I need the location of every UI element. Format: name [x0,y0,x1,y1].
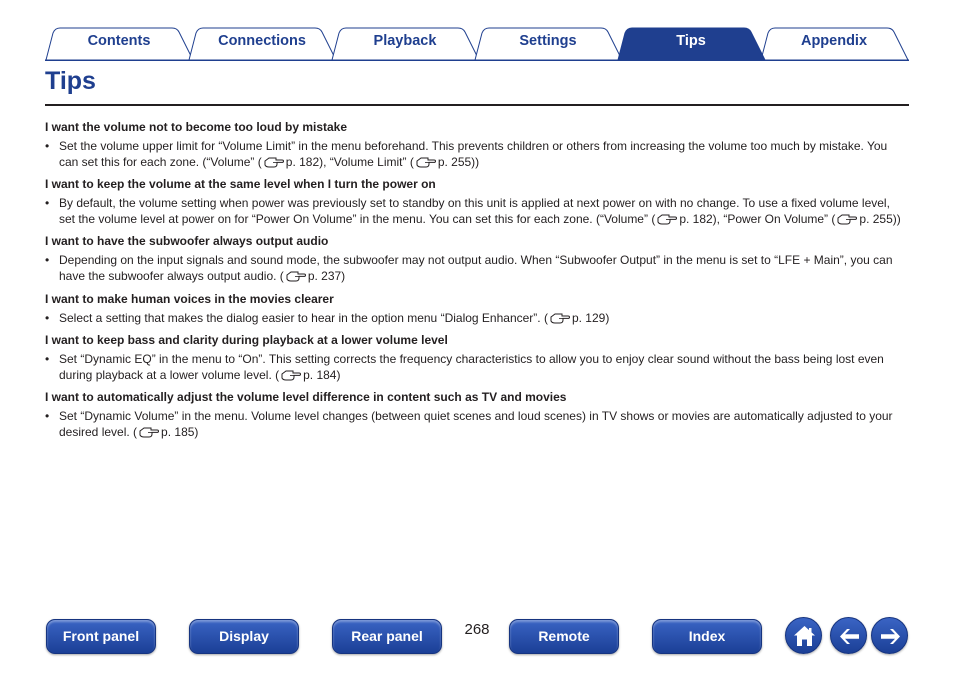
tip-section [45,390,909,440]
tip-bullet [45,409,909,440]
pointing-hand-icon[interactable] [657,214,677,225]
pointing-hand-icon[interactable] [550,313,570,324]
tab-playback[interactable] [335,27,475,60]
tab-playback-label: Playback [373,33,437,49]
tip-heading: I want to automatically adjust the volume level difference in content such as TV and movies [45,390,567,405]
front-panel-button[interactable]: Front panel [46,619,156,654]
tab-appendix-label: Appendix [800,33,868,49]
tab-tips-label: Tips [676,33,706,49]
tip-section [45,120,909,170]
tip-bullet [45,311,909,327]
page-number: 268 [464,621,490,638]
tip-text: Set “Dynamic EQ” in the menu to “On”. This setting corrects the frequency characteristics to allow you to enjoy clear sound without the bass being lost even during playback at a lower volume level. ( [59,352,884,382]
tip-text: Set “Dynamic Volume” in the menu. Volume level changes (between quiet scenes and loud scenes) in TV shows or movies are automatically adjusted to your desired level. ( [59,409,893,439]
pointing-hand-icon[interactable] [264,157,284,168]
arrow-right-icon [872,618,909,655]
tip-text: Select a setting that makes the dialog easier to hear in the option menu “Dialog Enhancer”. ( [59,310,548,325]
tip-ref: p. 255)) [859,211,901,226]
tab-tips[interactable] [621,27,761,60]
tab-appendix[interactable] [764,27,904,60]
rear-panel-button[interactable]: Rear panel [332,619,442,654]
tab-connections[interactable] [192,27,332,60]
tip-section [45,333,909,383]
title-divider [45,104,909,106]
tip-text: Depending on the input signals and sound mode, the subwoofer may not output audio. When “Subwoofer Output” in the menu is set to “LFE + Main”, you can have the subwoofer always output audio. ( [59,253,893,283]
tip-ref: p. 184) [303,367,341,382]
tip-section [45,292,909,327]
tip-bullet [45,139,909,170]
home-icon [786,618,823,655]
tip-heading: I want to keep bass and clarity during playback at a lower volume level [45,333,448,348]
tab-contents-label: Contents [87,33,151,49]
tip-text: Set the volume upper limit for “Volume Limit” in the menu beforehand. This prevents children or others from increasing the volume too much by mistake. You can set this for each zone. (“Volume” ( [59,139,888,169]
tab-settings-label: Settings [519,33,577,49]
tip-heading: I want to keep the volume at the same level when I turn the power on [45,177,436,192]
display-button[interactable]: Display [189,619,299,654]
back-button[interactable] [830,617,867,654]
tab-contents[interactable] [49,27,189,60]
bullet-dot: • [45,310,50,325]
bullet-dot: • [45,139,50,153]
tip-ref: p. 182), “Volume Limit” ( [285,154,414,169]
tip-section [45,177,909,227]
tab-settings[interactable] [478,27,618,60]
tip-ref: p. 255)) [437,154,480,169]
pointing-hand-icon[interactable] [837,214,857,225]
tab-connections-label: Connections [218,33,306,49]
tip-section [45,234,909,284]
bullet-dot: • [45,352,50,367]
tip-ref: p. 182), “Power On Volume” ( [679,211,836,226]
tab-bar [45,27,909,61]
pointing-hand-icon[interactable] [416,157,436,168]
tip-ref: p. 237) [307,268,346,283]
tip-text: By default, the volume setting when power was previously set to standby on this unit is applied at next power on with no change. To use a fixed volume level, set the volume level at power on for “Power On Volume” in the menu. You can set this for each zone. (“Volume” ( [59,196,890,226]
tip-bullet [45,352,909,383]
tip-heading: I want the volume not to become too loud by mistake [45,120,348,134]
arrow-left-icon [831,618,868,655]
bullet-dot: • [45,253,50,268]
page-title: Tips [45,67,96,95]
home-button[interactable] [785,617,822,654]
bullet-dot: • [45,409,50,424]
index-button[interactable]: Index [652,619,762,654]
tip-bullet [45,196,909,227]
tip-heading: I want to make human voices in the movies clearer [45,291,334,306]
tip-bullet [45,253,909,284]
pointing-hand-icon[interactable] [281,370,301,381]
tip-ref: p. 185) [161,424,199,439]
pointing-hand-icon[interactable] [139,427,159,438]
pointing-hand-icon[interactable] [286,271,306,282]
remote-button[interactable]: Remote [509,619,619,654]
tip-heading: I want to have the subwoofer always output audio [45,234,329,249]
tips-content [45,120,909,448]
tip-ref: p. 129) [571,310,610,325]
bullet-dot: • [45,196,50,211]
forward-button[interactable] [871,617,908,654]
